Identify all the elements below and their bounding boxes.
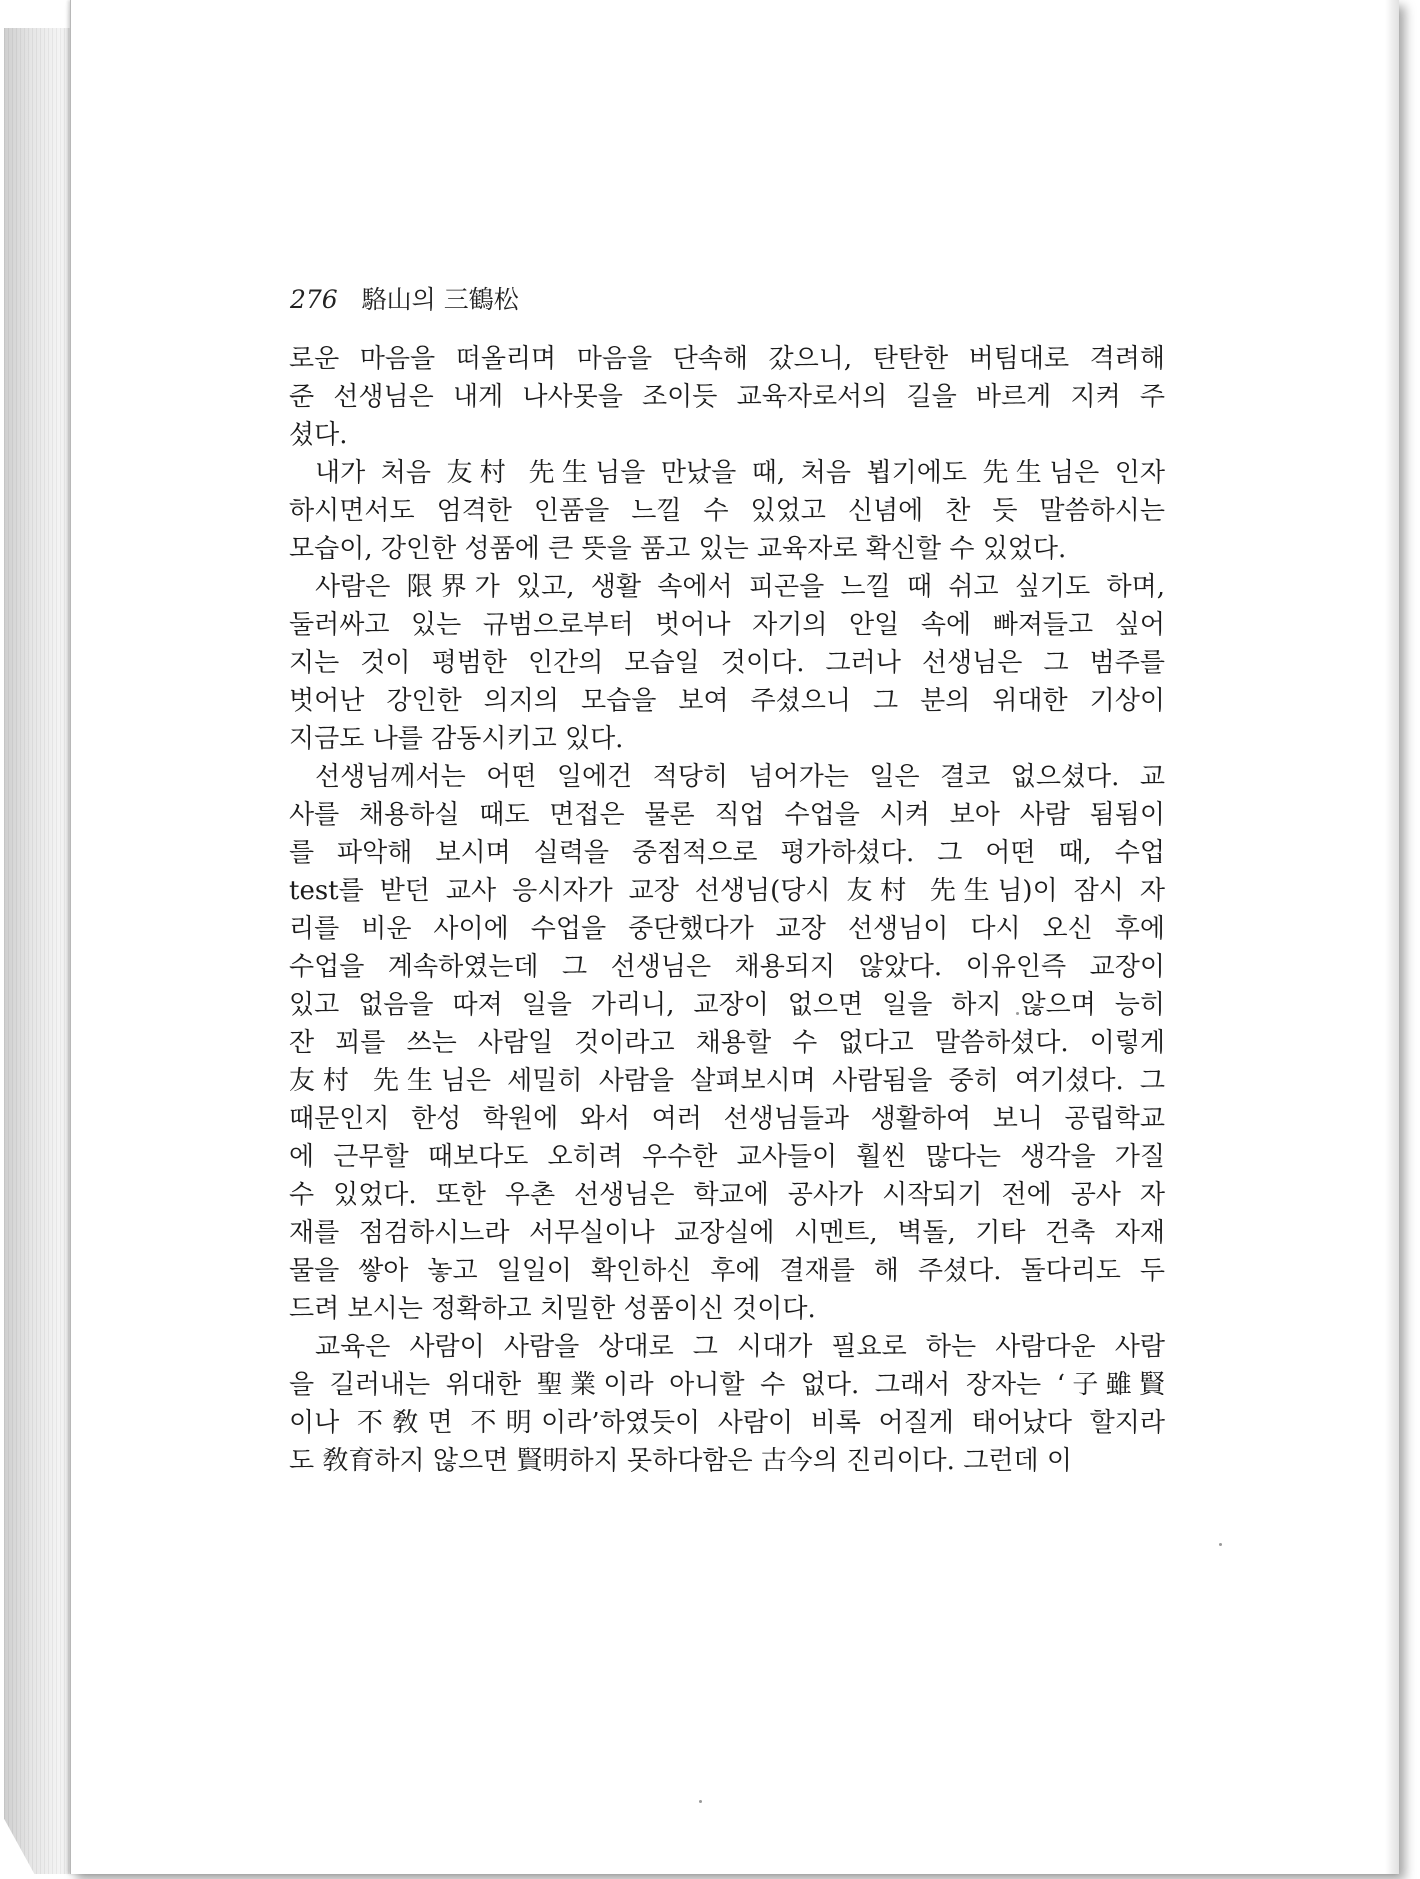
text-line: 이나 不敎면 不明이라’하였듯이 사람이 비록 어질게 태어났다 할지라 bbox=[289, 1408, 1165, 1438]
text-line: 벗어난 강인한 의지의 모습을 보여 주셨으니 그 분의 위대한 기상이 bbox=[289, 686, 1165, 716]
text-line: 선생님께서는 어떤 일에건 적당히 넘어가는 일은 결코 없으셨다. 교 bbox=[315, 762, 1165, 792]
page-number: 276 bbox=[290, 285, 338, 314]
scan-speck bbox=[699, 1800, 702, 1803]
paragraph bbox=[289, 568, 1165, 758]
text-line: 을 길러내는 위대한 聖業이라 아니할 수 없다. 그래서 장자는 ‘子雖賢 bbox=[289, 1370, 1165, 1400]
text-line: 도 敎育하지 않으면 賢明하지 못하다함은 古今의 진리이다. 그런데 이 bbox=[289, 1446, 1072, 1476]
text-line: 를 파악해 보시며 실력을 중점적으로 평가하셨다. 그 어떤 때, 수업 bbox=[289, 838, 1165, 868]
book-title: 駱山의 三鶴松 bbox=[361, 285, 519, 314]
text-line: 내가 처음 友村 先生님을 만났을 때, 처음 뵙기에도 先生님은 인자 bbox=[315, 458, 1165, 488]
text-line: 셨다. bbox=[289, 420, 348, 450]
text-line: 사람은 限界가 있고, 생활 속에서 피곤을 느낄 때 쉬고 싶기도 하며, bbox=[315, 572, 1165, 602]
text-line: 드려 보시는 정확하고 치밀한 성품이신 것이다. bbox=[289, 1294, 816, 1324]
text-line: 재를 점검하시느라 서무실이나 교장실에 시멘트, 벽돌, 기타 건축 자재 bbox=[289, 1218, 1165, 1248]
text-line: 때문인지 한성 학원에 와서 여러 선생님들과 생활하여 보니 공립학교 bbox=[289, 1104, 1165, 1134]
text-line: 준 선생님은 내게 나사못을 조이듯 교육자로서의 길을 바르게 지켜 주 bbox=[289, 382, 1165, 412]
body-text bbox=[289, 340, 1165, 1480]
text-line: 友村 先生님은 세밀히 사람을 살펴보시며 사람됨을 중히 여기셨다. 그 bbox=[289, 1066, 1165, 1096]
text-line: 수 있었다. 또한 우촌 선생님은 학교에 공사가 시작되기 전에 공사 자 bbox=[289, 1180, 1165, 1210]
text-line: 교육은 사람이 사람을 상대로 그 시대가 필요로 하는 사람다운 사람 bbox=[315, 1332, 1165, 1362]
text-line: 지금도 나를 감동시키고 있다. bbox=[289, 724, 624, 754]
text-line: 리를 비운 사이에 수업을 중단했다가 교장 선생님이 다시 오신 후에 bbox=[289, 914, 1165, 944]
text-line: 지는 것이 평범한 인간의 모습일 것이다. 그러나 선생님은 그 범주를 bbox=[289, 648, 1165, 678]
running-head bbox=[290, 280, 519, 316]
text-line: 로운 마음을 떠올리며 마음을 단속해 갔으니, 탄탄한 버팀대로 격려해 bbox=[289, 344, 1165, 374]
text-line: 물을 쌓아 놓고 일일이 확인하신 후에 결재를 해 주셨다. 돌다리도 두 bbox=[289, 1256, 1165, 1286]
text-line: test를 받던 교사 응시자가 교장 선생님(당시 友村 先生님)이 잠시 자 bbox=[289, 876, 1165, 906]
scan-speck bbox=[1219, 1543, 1222, 1546]
text-line: 있고 없음을 따져 일을 가리니, 교장이 없으면 일을 하지 않으며 능히 bbox=[289, 990, 1165, 1020]
page-shadow bbox=[1385, 0, 1399, 1874]
paragraph bbox=[289, 454, 1165, 568]
text-line: 수업을 계속하였는데 그 선생님은 채용되지 않았다. 이유인즉 교장이 bbox=[289, 952, 1165, 982]
text-line: 하시면서도 엄격한 인품을 느낄 수 있었고 신념에 찬 듯 말씀하시는 bbox=[289, 496, 1165, 526]
text-line: 에 근무할 때보다도 오히려 우수한 교사들이 훨씬 많다는 생각을 가질 bbox=[289, 1142, 1165, 1172]
paragraph bbox=[289, 340, 1165, 454]
text-line: 사를 채용하실 때도 면접은 물론 직업 수업을 시켜 보아 사람 됨됨이 bbox=[289, 800, 1165, 830]
text-line: 잔 꾀를 쓰는 사람일 것이라고 채용할 수 없다고 말씀하셨다. 이렇게 bbox=[289, 1028, 1165, 1058]
paragraph bbox=[289, 758, 1165, 1328]
text-line: 둘러싸고 있는 규범으로부터 벗어나 자기의 안일 속에 빠져들고 싶어 bbox=[289, 610, 1165, 640]
paragraph bbox=[289, 1328, 1165, 1480]
text-line: 모습이, 강인한 성품에 큰 뜻을 품고 있는 교육자로 확신할 수 있었다. bbox=[289, 534, 1067, 564]
